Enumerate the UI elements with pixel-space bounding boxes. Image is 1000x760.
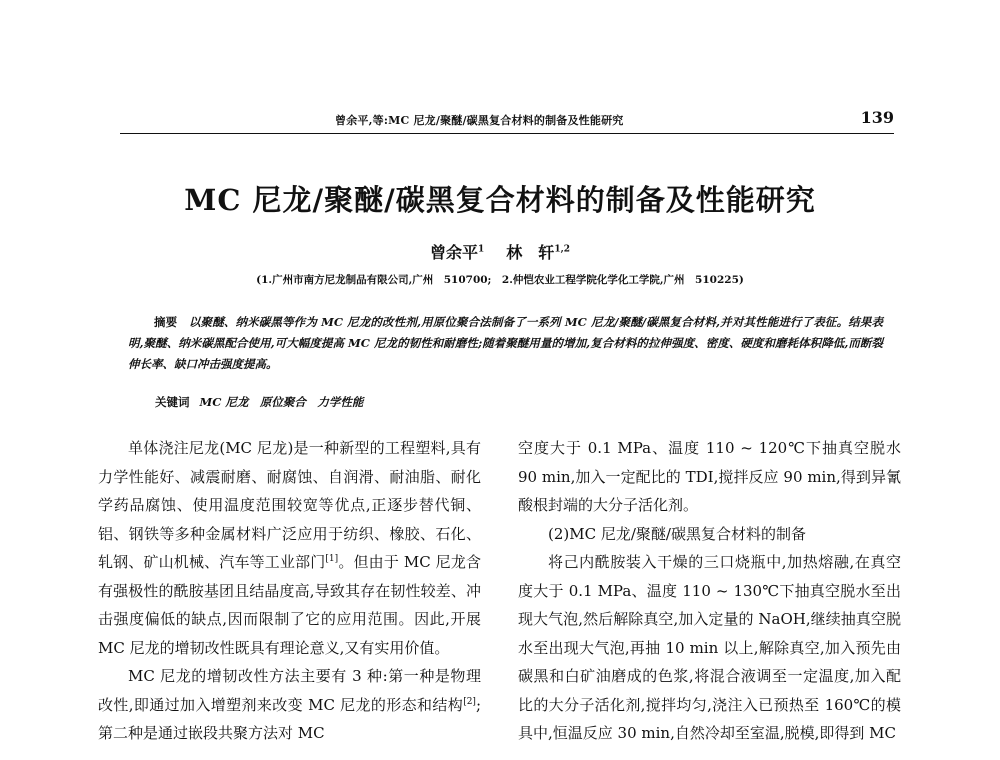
abstract [128, 312, 883, 375]
author-affiliation-mark: 1 [478, 244, 485, 255]
section-heading: (2)MC 尼龙/聚醚/碳黑复合材料的制备 [548, 524, 806, 543]
running-header [120, 108, 894, 134]
body-text: MC 尼龙的增韧改性方法主要有 3 种:第一种是物理改性,即通过加入增塑剂来改变 MC 尼龙的形态和结构 [98, 667, 481, 714]
body-text: 单体浇注尼龙(MC 尼龙)是一种新型的工程塑料,具有力学性能好、减震耐磨、耐腐蚀、自润滑、耐油脂、耐化学药品腐蚀、使用温度范围较宽等优点,正逐步替代铜、铝、钢铁等多种金属材料广泛应用于纺织、橡胶、石化、轧钢、矿山机械、汽车等工业部门 [98, 439, 481, 571]
body-column-left [98, 434, 481, 748]
body-paragraph: 将己内酰胺装入干燥的三口烧瓶中,加热熔融,在真空度大于 0.1 MPa、温度 110 ~ 130℃下抽真空脱水至出现大气泡,然后解除真空,加入定量的 NaOH,继续抽真空脱水至出现大气泡,再抽 10 min 以上,解除真空,加入预先由碳黑和白矿油磨成的色浆,将混合液调至一定温度,加入配比的大分子活化剂,搅拌均匀,浇注入已预热至 160℃的模具中,恒温反应 30 min,自然冷却至室温,脱模,即得到 MC [518, 553, 901, 742]
body-paragraph [98, 434, 481, 662]
running-title: 曾余平,等:MC 尼龙/聚醚/碳黑复合材料的制备及性能研究 [335, 114, 624, 127]
page-number: 139 [860, 108, 894, 127]
body-paragraph [98, 662, 481, 748]
abstract-text: 以聚醚、纳米碳黑等作为 MC 尼龙的改性剂,用原位聚合法制备了一系列 MC 尼龙/聚醚/碳黑复合材料,并对其性能进行了表征。结果表明,聚醚、纳米碳黑配合使用,可大幅度提高 MC 尼龙的韧性和耐磨性;随着聚醚用量的增加,复合材料的拉伸强度、密度、硬度和磨耗体积降低,而断裂伸长率、缺口冲击强度提高。 [128, 315, 883, 371]
header-rule [120, 133, 894, 134]
keywords-text: MC 尼龙 原位聚合 力学性能 [199, 395, 364, 409]
keywords [155, 394, 363, 410]
abstract-label: 摘要 [154, 315, 178, 329]
keywords-label: 关键词 [155, 395, 190, 409]
body-text: 。但由于 MC 尼龙含有强极性的酰胺基团且结晶度高,导致其存在韧性较差、冲击强度偏低的缺点,因而限制了它的应用范围。因此,开展 MC 尼龙的增韧改性既具有理论意义,又有实用价值。 [98, 553, 481, 657]
citation: [2] [463, 696, 476, 707]
author-name: 曾余平 [430, 243, 479, 262]
author-name: 林 轩 [506, 243, 555, 262]
body-paragraph: 空度大于 0.1 MPa、温度 110 ~ 120℃下抽真空脱水 90 min,加入一定配比的 TDI,搅拌反应 90 min,得到异氰酸根封端的大分子活化剂。 [518, 439, 901, 514]
author-affiliation-mark: 1,2 [554, 244, 570, 255]
author-list [0, 240, 1000, 263]
body-column-right [518, 434, 901, 748]
body-text: ;第二种是通过嵌段共聚方法对 MC [98, 695, 481, 742]
article-title: MC 尼龙/聚醚/碳黑复合材料的制备及性能研究 [184, 183, 816, 217]
citation: [1] [325, 554, 339, 564]
affiliations: (1.广州市南方尼龙制品有限公司,广州 510700; 2.仲恺农业工程学院化学化工学院,广州 510225) [256, 274, 744, 286]
